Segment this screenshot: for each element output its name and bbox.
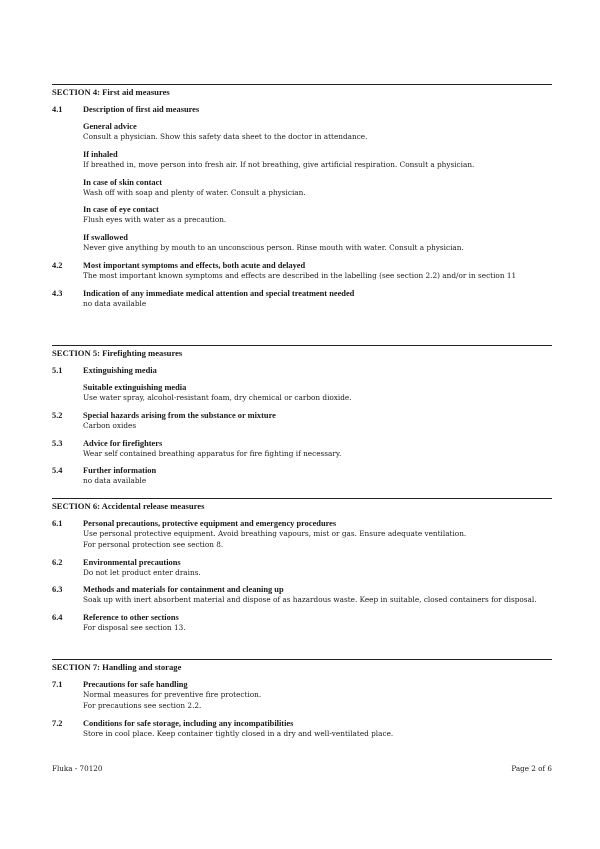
page-number: Page 2 of 6 [511,764,552,773]
subsection-heading: Methods and materials for containment and cleaning up [83,585,284,595]
section-title: SECTION 4: First aid measures [52,84,552,98]
subsection-heading: Most important symptoms and effects, both acute and delayed [83,260,306,270]
subsection-4-2 [52,260,552,282]
subsection-number: 4.2 [52,260,63,270]
section-6 [52,498,552,634]
subsection-number: 5.1 [52,366,63,375]
subsection-number: 5.4 [52,466,63,476]
suitable-media-heading: Suitable extinguishing media [83,383,187,392]
subsection-text: The most important known symptoms and effects are described in the labelling (see section 2.2) and/or in section 11 [83,270,517,280]
subsection-text: Do not let product enter drains. [83,567,201,577]
subsection-heading: Advice for firefighters [83,438,163,448]
skin-contact-text: Wash off with soap and plenty of water. Consult a physician. [83,187,306,197]
if-inhaled-heading: If inhaled [83,149,118,159]
subsection-text: For disposal see section 13. [83,623,186,633]
subsection-number: 4.1 [52,105,63,114]
subsection-number: 6.3 [52,585,63,595]
subsection-heading: Extinguishing media [83,366,157,375]
section-title: SECTION 6: Accidental release measures [52,498,552,512]
if-inhaled-text: If breathed in, move person into fresh air. If not breathing, give artificial respiration. Consult a physician. [83,159,475,169]
subsection-heading: Description of first aid measures [83,105,200,114]
skin-contact-heading: In case of skin contact [83,177,163,187]
section-4 [52,84,552,310]
subsection-5-3 [52,438,552,460]
subsection-text: no data available [83,476,147,486]
subsection-heading: Personal precautions, protective equipment and emergency procedures [83,519,337,528]
subsection-heading: Environmental precautions [83,557,181,567]
subsection-heading: Conditions for safe storage, including any incompatibilities [83,718,294,728]
subsection-6-1 [52,518,552,551]
section-7 [52,659,552,739]
general-advice-heading: General advice [83,122,137,131]
suitable-media-text: Use water spray, alcohol-resistant foam, dry chemical or carbon dioxide. [83,393,352,402]
subsection-6-4 [52,612,552,634]
if-swallowed-text: Never give anything by mouth to an unconscious person. Rinse mouth with water. Consult a physician. [83,243,464,253]
subsection-text: Wear self contained breathing apparatus for fire fighting if necessary. [83,448,342,458]
subsection-5-1 [52,365,552,404]
subsection-number: 6.1 [52,519,63,528]
subsection-number: 7.1 [52,680,63,689]
if-swallowed-heading: If swallowed [83,233,128,243]
subsection-number: 4.3 [52,288,63,298]
subsection-text: Use personal protective equipment. Avoid breathing vapours, mist or gas. Ensure adequate ventilation. For personal protection see section 8. [83,529,467,549]
subsection-number: 6.2 [52,557,63,567]
subsection-text: no data available [83,298,147,308]
subsection-text: Soak up with inert absorbent material and dispose of as hazardous waste. Keep in suitable, closed containers for disposal. [83,595,537,605]
general-advice-text: Consult a physician. Show this safety data sheet to the doctor in attendance. [83,132,368,141]
product-code: Fluka - 70120 [52,764,103,773]
subsection-heading: Precautions for safe handling [83,680,188,689]
subsection-heading: Special hazards arising from the substance or mixture [83,410,276,420]
subsection-4-1 [52,104,552,254]
section-title: SECTION 5: Firefighting measures [52,345,552,359]
subsection-text: Store in cool place. Keep container tightly closed in a dry and well-ventilated place. [83,728,394,738]
subsection-7-2 [52,718,552,740]
subsection-number: 5.2 [52,410,63,420]
subsection-5-4 [52,465,552,487]
subsection-number: 6.4 [52,613,63,623]
eye-contact-text: Flush eyes with water as a precaution. [83,215,227,225]
subsection-text: Carbon oxides [83,420,137,430]
subsection-6-2 [52,557,552,579]
subsection-heading: Reference to other sections [83,613,179,623]
subsection-number: 7.2 [52,718,63,728]
subsection-number: 5.3 [52,438,63,448]
section-title: SECTION 7: Handling and storage [52,659,552,673]
subsection-5-2 [52,410,552,432]
subsection-6-3 [52,584,552,606]
eye-contact-heading: In case of eye contact [83,205,159,215]
subsection-text: Normal measures for preventive fire protection. For precautions see section 2.2. [83,690,262,710]
subsection-heading: Indication of any immediate medical attention and special treatment needed [83,288,355,298]
section-5 [52,345,552,487]
subsection-heading: Further information [83,466,157,476]
subsection-4-3 [52,288,552,310]
subsection-7-1 [52,679,552,712]
